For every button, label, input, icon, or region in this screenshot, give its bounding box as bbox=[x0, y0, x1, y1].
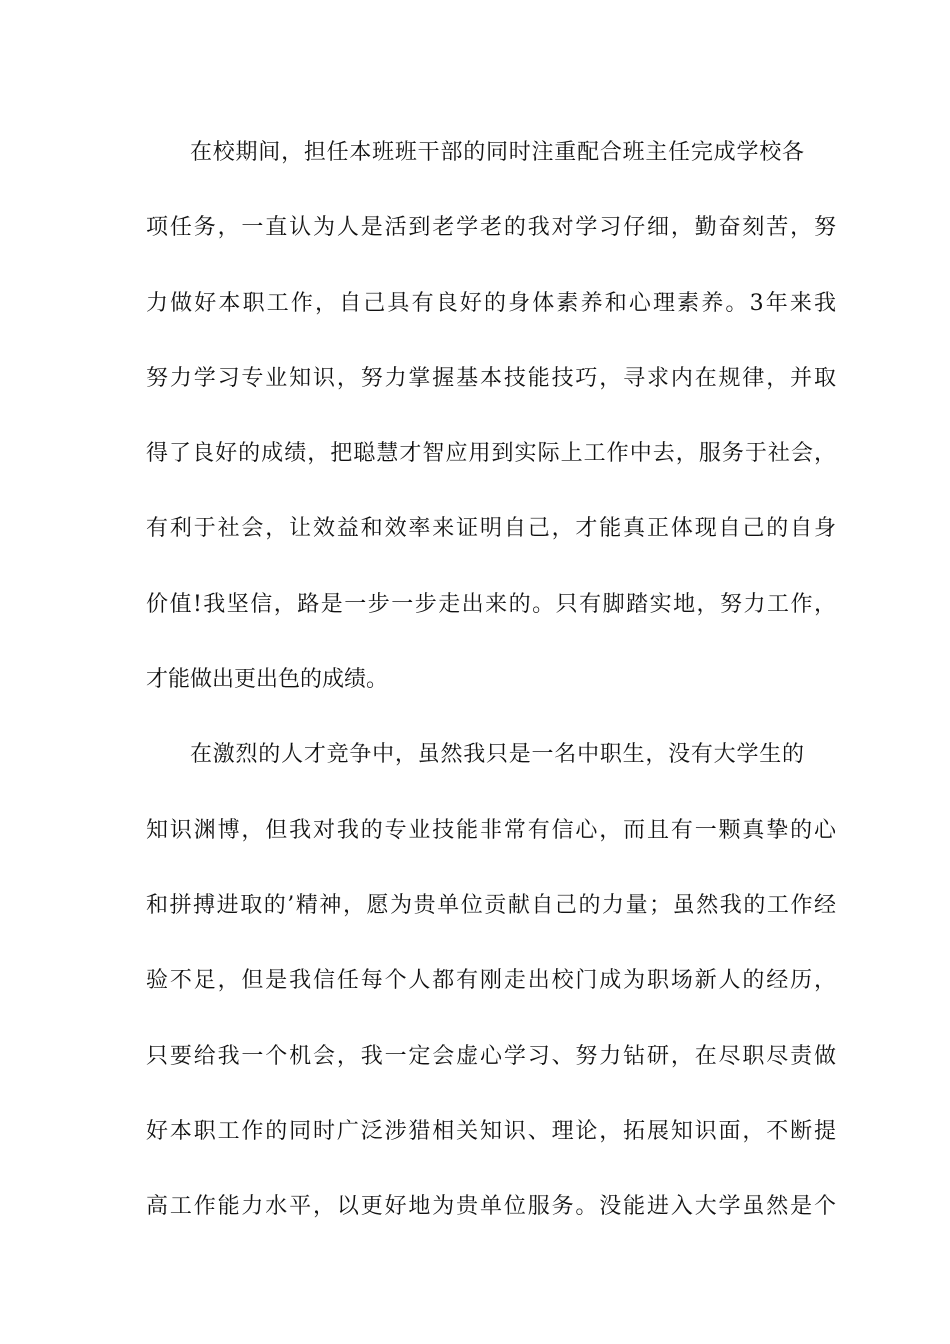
text-line: 努力学习专业知识，努力掌握基本技能技巧，寻求内在规律，并取 bbox=[146, 366, 836, 391]
text-line: 在激烈的人才竞争中，虽然我只是一名中职生，没有大学生的 bbox=[190, 742, 804, 767]
text-line: 价值!我坚信，路是一步一步走出来的。只有脚踏实地，努力工作， bbox=[146, 592, 836, 617]
text-line: 和拼搏进取的’精神，愿为贵单位贡献自己的力量；虽然我的工作经 bbox=[146, 893, 836, 918]
text-line: 项任务，一直认为人是活到老学老的我对学习仔细，勤奋刻苦，努 bbox=[146, 215, 836, 240]
text-line: 好本职工作的同时广泛涉猎相关知识、理论，拓展知识面，不断提 bbox=[146, 1119, 836, 1144]
text-line: 验不足，但是我信任每个人都有刚走出校门成为职场新人的经历， bbox=[146, 968, 836, 993]
text-line: 得了良好的成绩，把聪慧才智应用到实际上工作中去，服务于社会， bbox=[146, 441, 836, 466]
text-line: 才能做出更出色的成绩。 bbox=[146, 667, 389, 692]
text-line: 高工作能力水平，以更好地为贵单位服务。没能进入大学虽然是个 bbox=[146, 1194, 836, 1219]
text-line: 知识渊博，但我对我的专业技能非常有信心，而且有一颗真挚的心 bbox=[146, 818, 836, 843]
text-line: 有利于社会，让效益和效率来证明自己，才能真正体现自己的自身 bbox=[146, 516, 836, 541]
text-line: 力做好本职工作，自己具有良好的身体素养和心理素养。3年来我 bbox=[146, 291, 836, 316]
text-line: 只要给我一个机会，我一定会虚心学习、努力钻研，在尽职尽责做 bbox=[146, 1044, 836, 1069]
text-line: 在校期间，担任本班班干部的同时注重配合班主任完成学校各 bbox=[190, 140, 804, 165]
